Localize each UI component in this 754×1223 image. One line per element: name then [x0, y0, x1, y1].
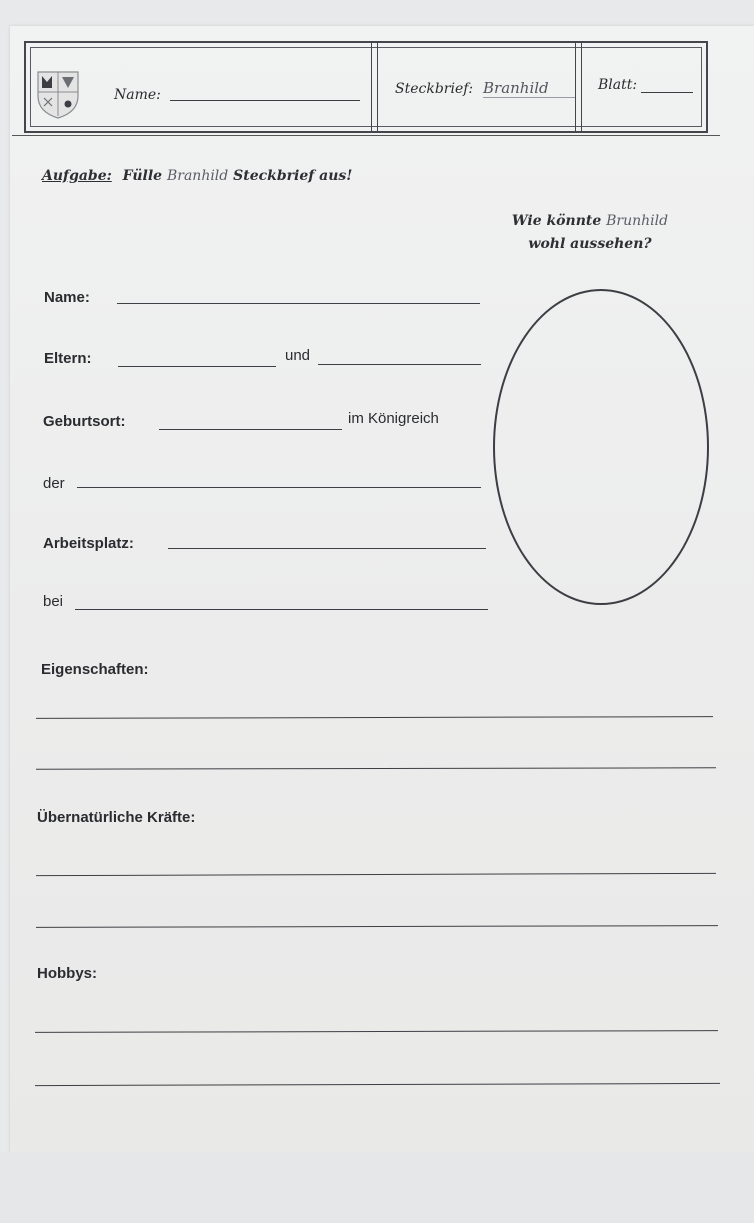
header-name-label: Name:	[114, 87, 161, 103]
header-sheet-label: Blatt:	[598, 77, 638, 93]
question-text-after: wohl aussehen?	[528, 236, 652, 252]
hobbys-heading: Hobbys:	[37, 965, 97, 982]
header-steckbrief-label: Steckbrief:	[395, 81, 474, 97]
geburtsort-input-line[interactable]	[159, 429, 342, 430]
task-handwritten-name: Branhild	[166, 168, 229, 184]
arbeitsplatz-label: Arbeitsplatz:	[43, 535, 134, 552]
task-text-after: Steckbrief aus!	[233, 168, 353, 184]
und-text: und	[285, 347, 311, 364]
header-underline	[12, 135, 720, 136]
koenigreich-text: im Königreich	[348, 410, 439, 427]
kraefte-heading: Übernatürliche Kräfte:	[37, 809, 196, 826]
eigenschaften-heading: Eigenschaften:	[41, 661, 149, 678]
arbeitsplatz-input-line[interactable]	[168, 548, 486, 549]
header-divider-right	[575, 43, 582, 131]
header-name-line[interactable]	[170, 100, 360, 101]
task-label: Aufgabe:	[42, 168, 112, 184]
eltern-input-line-1[interactable]	[118, 366, 276, 367]
bei-text: bei	[43, 593, 64, 610]
eltern-label: Eltern:	[44, 350, 92, 367]
background-surface	[0, 1152, 754, 1223]
portrait-question	[470, 210, 710, 256]
task-instruction	[42, 168, 352, 184]
coat-of-arms-logo	[34, 66, 82, 120]
header-topic-dotted-line	[483, 97, 575, 98]
question-handwritten-name: Brunhild	[606, 213, 669, 229]
geburtsort-label: Geburtsort:	[43, 413, 126, 430]
portrait-drawing-oval[interactable]	[493, 289, 709, 605]
header-divider-left	[371, 43, 378, 131]
koenigreich-input-line[interactable]	[77, 487, 481, 488]
question-text-before: Wie könnte	[511, 213, 602, 229]
header-sheet-line[interactable]	[641, 92, 693, 93]
name-input-line[interactable]	[117, 303, 480, 304]
name-label: Name:	[44, 289, 90, 306]
der-text: der	[43, 475, 65, 492]
header-handwritten-topic: Branhild	[483, 79, 549, 97]
bei-input-line[interactable]	[75, 609, 488, 610]
task-text-before: Fülle	[122, 168, 163, 184]
eltern-input-line-2[interactable]	[318, 364, 481, 365]
